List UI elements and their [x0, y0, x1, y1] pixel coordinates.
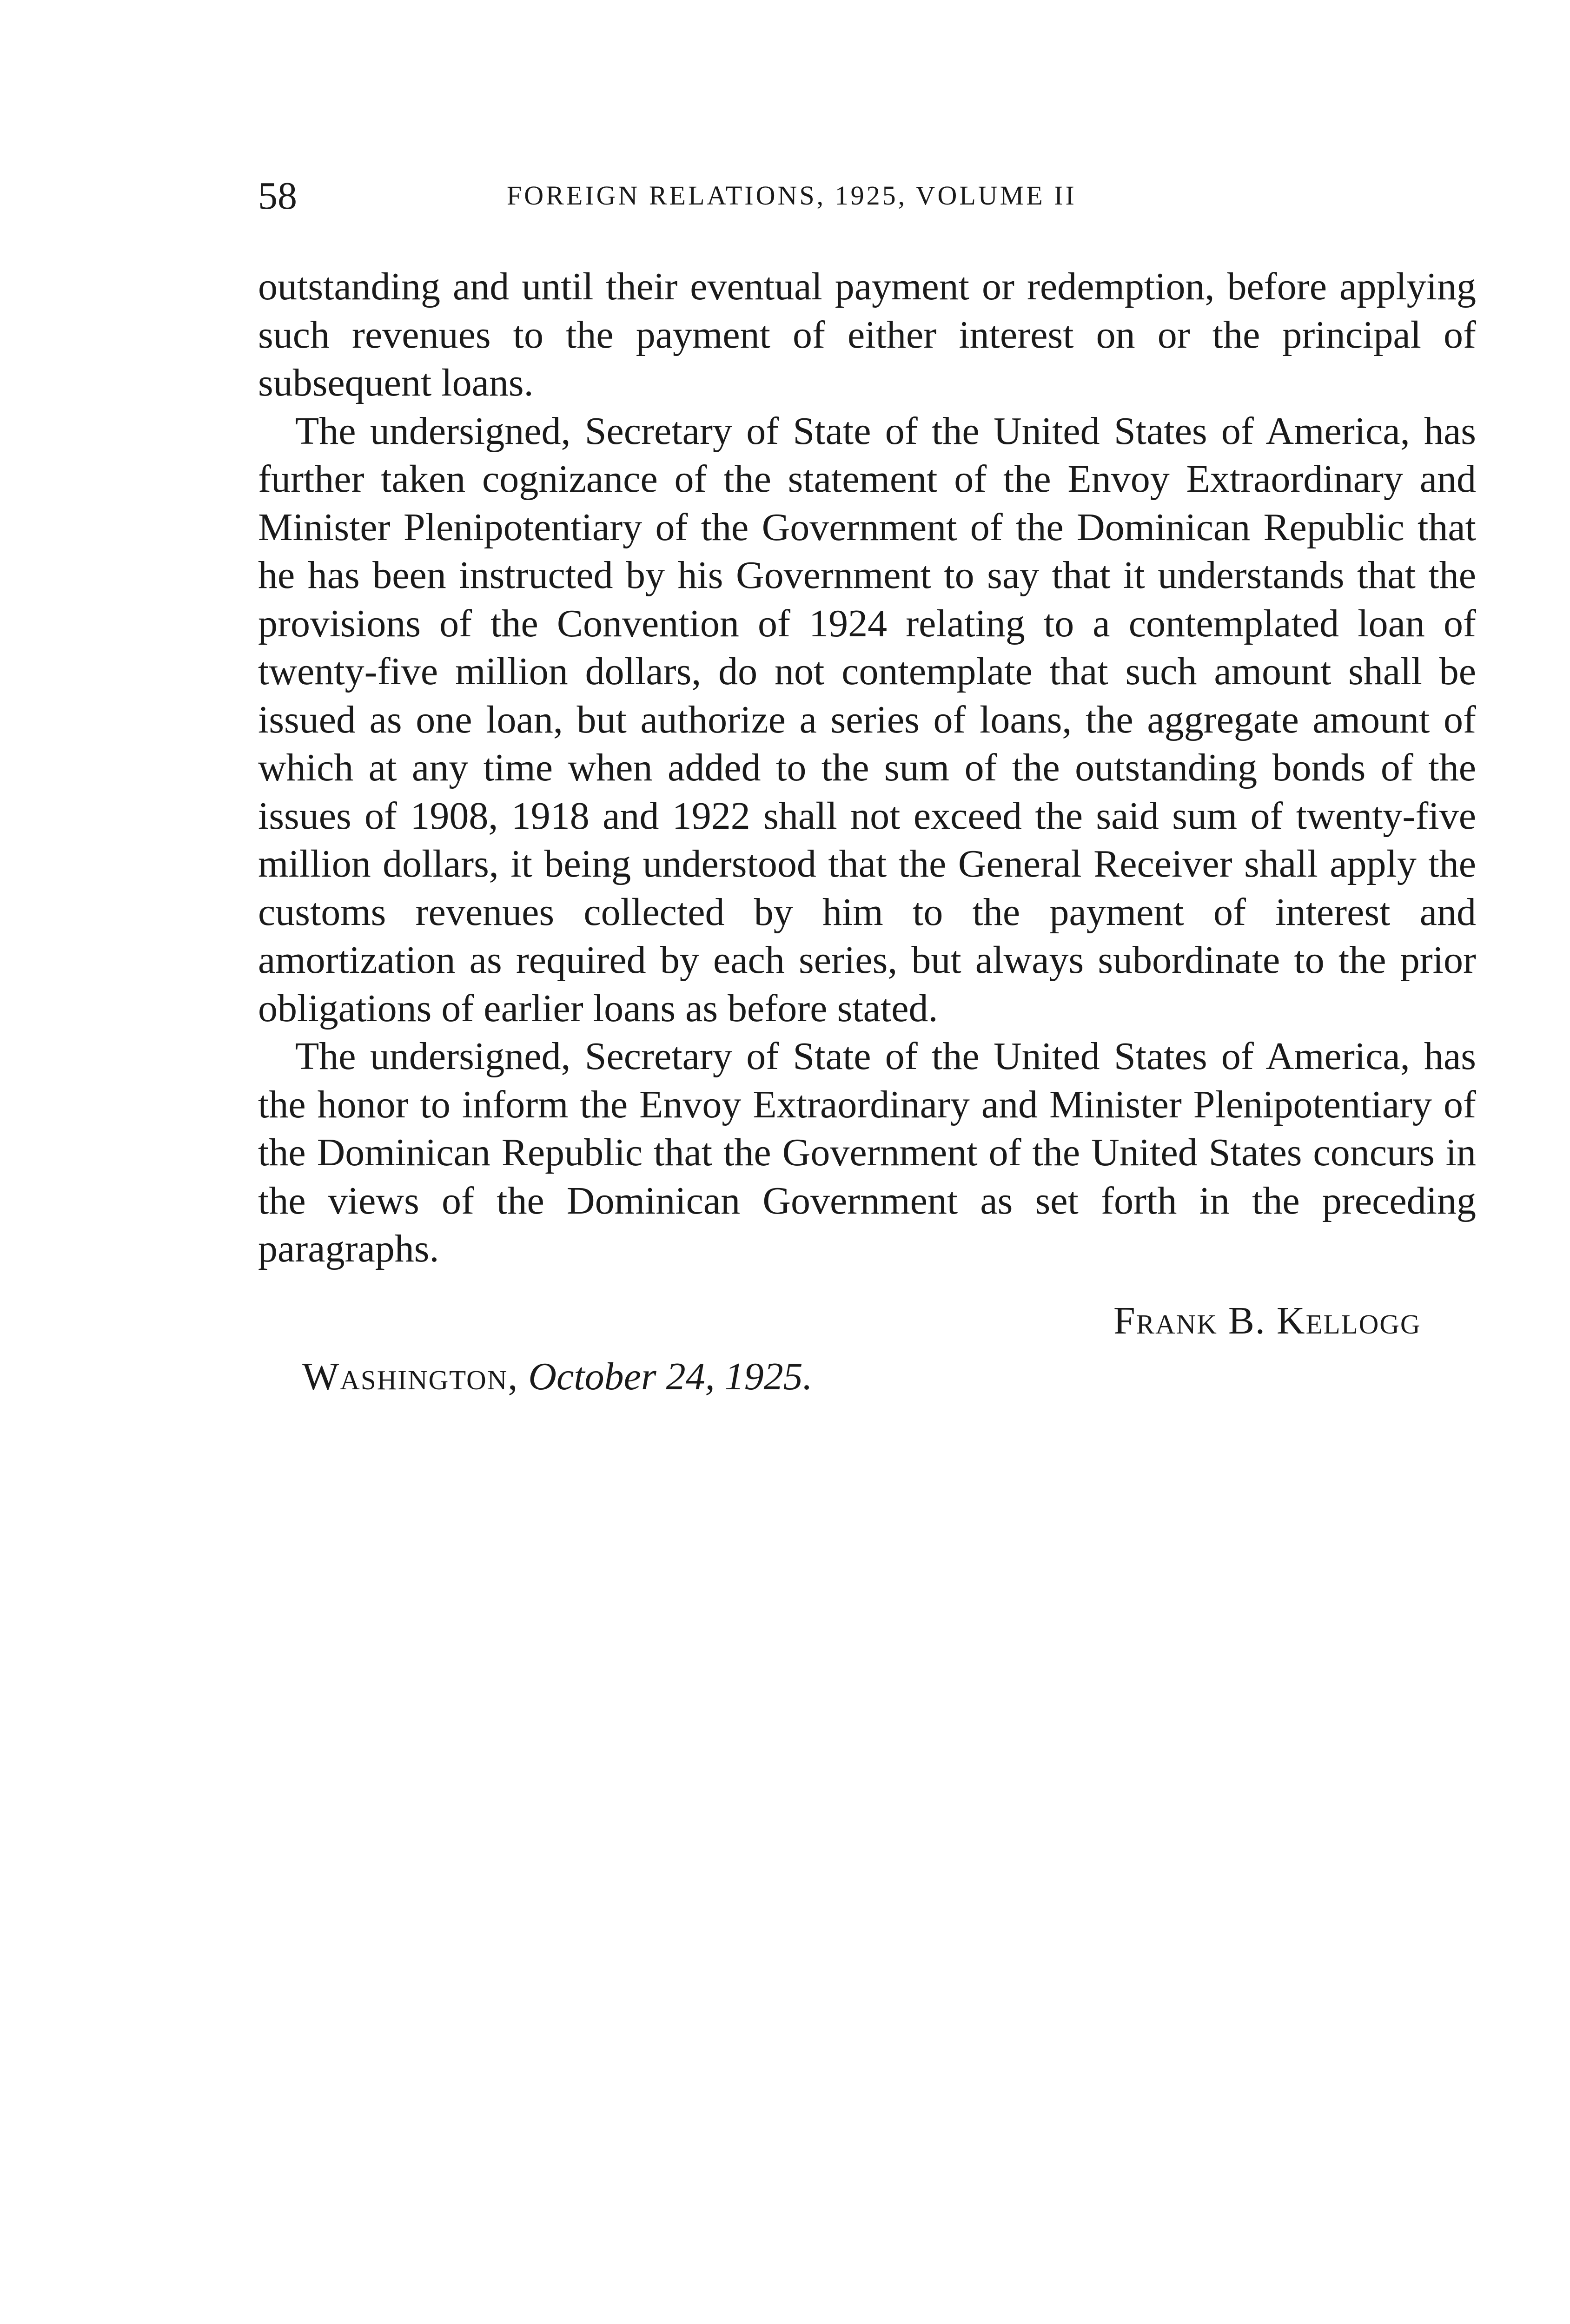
document-body	[258, 263, 1476, 1273]
paragraph-cognizance: The undersigned, Secretary of State of the United States of America, has further taken cognizance of the statement of the Envoy Extraordinary and Minister Plenipotentiary of the Government of the Dominican Republic that he has been instructed by his Government to say that it understands that the provisions of the Convention of 1924 relating to a contemplated loan of twenty-five million dollars, do not contemplate that such amount shall be issued as one loan, but authorize a series of loans, the aggregate amount of which at any time when added to the sum of the outstanding bonds of the issues of 1908, 1918 and 1922 shall not exceed the said sum of twenty-five million dollars, it being understood that the General Receiver shall apply the customs revenues collected by him to the payment of interest and amortization as required by each series, but always subordinate to the prior obligations of earlier loans as before stated.	[258, 409, 1476, 1030]
page-number: 58	[258, 174, 297, 218]
dateline-date: October 24, 1925.	[528, 1355, 813, 1398]
paragraph-concurrence: The undersigned, Secretary of State of the United States of America, has the honor to inform the Envoy Extraordinary and Minister Plenipotentiary of the Dominican Republic that the Government of the United States concurs in the views of the Dominican Government as set forth in the preceding paragraphs.	[258, 1035, 1476, 1270]
dateline	[302, 1357, 813, 1396]
signature: Frank B. Kellogg	[1113, 1299, 1421, 1342]
dateline-place: Washington,	[302, 1355, 519, 1398]
paragraph-continuation: outstanding and until their eventual payment or redemption, before applying such revenues to the payment of either interest on or the principal of subsequent loans.	[258, 265, 1476, 404]
running-head: FOREIGN RELATIONS, 1925, VOLUME II	[507, 180, 1077, 211]
